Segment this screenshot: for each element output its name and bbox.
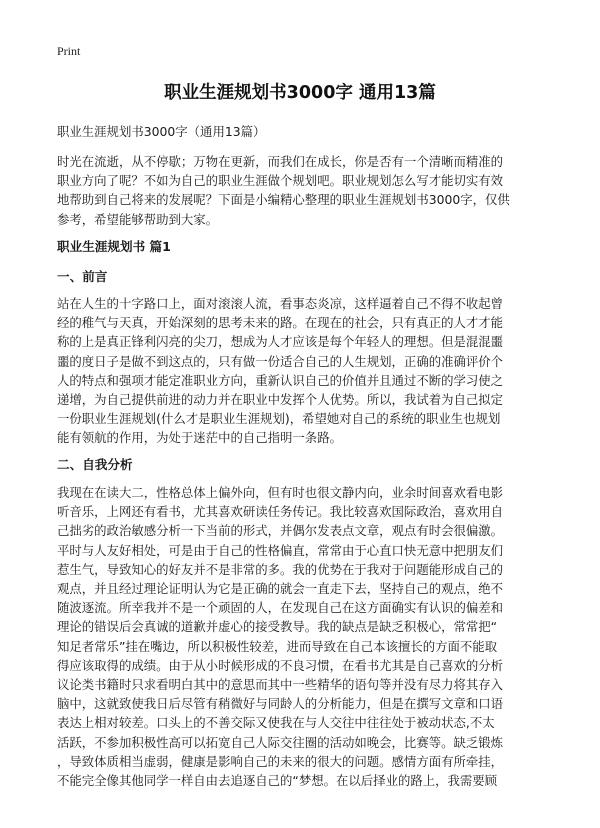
print-link[interactable]: Print	[57, 44, 81, 58]
text-line: 站在人生的十字路口上，面对滚滚人流，看事态炎凉，这样逼着自己不得不收起曾	[57, 296, 504, 311]
document-subtitle: 职业生涯规划书3000字（通用13篇）	[57, 124, 266, 139]
text-line: 得应该取得的成绩。由于从小时候形成的不良习惯，在看书尤其是自己喜欢的分析	[57, 657, 504, 673]
text-line: 己拙劣的政治敏感分析一下当前的形式，并偶尔发表点文章，观点有时会很偏激。	[57, 523, 504, 539]
text-line: 时光在流逝，从不停歇；万物在更新，而我们在成长，你是否有一个清晰而精准的	[57, 154, 504, 169]
text-line: 观点，并且经过理论证明认为它是正确的就会一直走下去，坚持自己的观点，绝不	[57, 581, 504, 597]
text-line: 理论的错误后会真诚的道歉并虚心的接受教导。我的缺点是缺乏积极心，常常把“	[57, 619, 498, 635]
preface-paragraph	[57, 294, 557, 448]
text-line: 人的特点和强项才能定准职业方向，重新认识自己的价值并且通过不断的学习使之	[57, 372, 504, 388]
text-line: 知足者常乐”挂在嘴边，所以积极性较差，进而导致在自己本该擅长的方面不能取	[57, 638, 498, 654]
text-line: 惹生气，导致知心的好友并不是非常的多。我的优势在于我对于问题能形成自己的	[57, 561, 504, 577]
text-line: ，导致体质相当虚弱，健康是影响自己的未来的很大的问题。感情方面有所牵挂，	[57, 753, 504, 769]
text-line: 一份职业生涯规划(什么才是职业生涯规划)，希望她对自己的系统的职业生也规划	[57, 411, 501, 427]
text-line: 脑中，这就致使我日后尽管有稍微好与同龄人的分析能力，但是在撰写文章和口语	[57, 696, 504, 712]
text-line: 随波逐流。所幸我并不是一个顽固的人，在发现自己在这方面确实有认识的偏差和	[57, 600, 504, 616]
text-line: 经的稚气与天真，开始深刻的思考未来的路。在现在的社会，只有真正的人才才能	[57, 315, 504, 331]
text-line: 噩的度日子是做不到这点的，只有做一份适合自己的人生规划，正确的准确评价个	[57, 353, 504, 369]
text-line: 称的上是真正锋利闪亮的尖刀，想成为人才应该是每个年轻人的理想。但是混混噩	[57, 334, 504, 350]
text-line: 听音乐，上网还有看书，尤其喜欢研读任务传记。我比较喜欢国际政治，喜欢用自	[57, 504, 504, 520]
text-line: 活跃，不参加积极性高可以拓宽自己人际交往圈的活动如晚会，比赛等。缺乏锻炼	[57, 734, 504, 750]
text-line: 议论类书籍时只求看明白其中的意思而其中一些精华的语句等并没有尽力将其存入	[57, 677, 504, 693]
section-heading-preface: 一、前言	[57, 269, 108, 284]
text-line: 我现在在读大二，性格总体上偏外向，但有时也很文静内向，业余时间喜欢看电影	[57, 485, 504, 500]
text-line: 参考，希望能够帮助到大家。	[57, 211, 219, 227]
text-line: 平时与人友好相处，可是由于自己的性格偏直，常常由于心直口快无意中把朋友们	[57, 542, 504, 558]
intro-paragraph	[57, 152, 557, 229]
text-line: 职业方向了呢？不如为自己的职业生涯做个规划吧。职业规划怎么写才能切实有效	[57, 173, 504, 189]
article-heading: 职业生涯规划书 篇1	[57, 239, 171, 254]
text-line: 不能完全像其他同学一样自由去追逐自己的“梦想。在以后择业的路上，我需要顾	[57, 773, 498, 789]
self-analysis-paragraph	[57, 483, 557, 790]
document-title: 职业生涯规划书3000字 通用13篇	[164, 83, 436, 103]
section-heading-self-analysis: 二、自我分析	[57, 457, 133, 472]
text-line: 地帮助到自己将来的发展呢？下面是小编精心整理的职业生涯规划书3000字，仅供	[57, 192, 510, 208]
text-line: 能有领航的作用，为处于迷茫中的自己指明一条路。	[57, 430, 342, 446]
text-line: 表达上相对较差。口头上的不善交际又使我在与人交往中往往处于被动状态,不太	[57, 715, 495, 731]
text-line: 递增，为自己提供前进的动力并在职业中发挥个人优势。所以，我试着为自己拟定	[57, 392, 504, 408]
